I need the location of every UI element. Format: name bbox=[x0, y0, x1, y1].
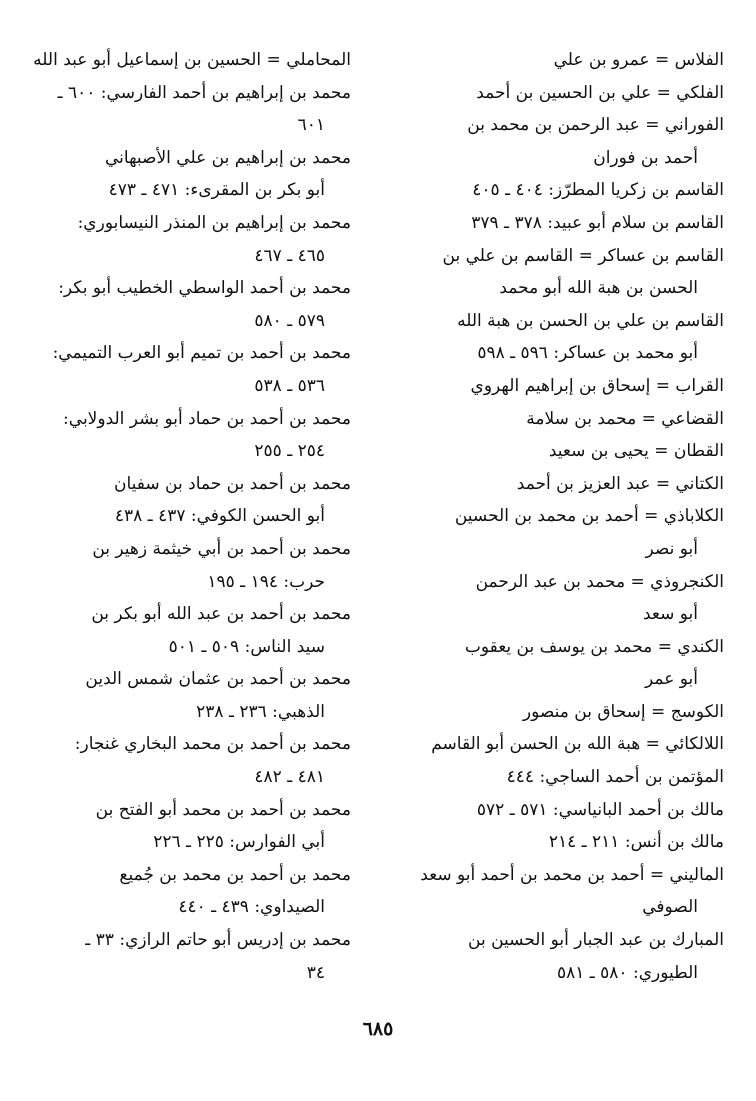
index-entry-continuation: ٢٥٤ ـ ٢٥٥ bbox=[254, 441, 325, 462]
index-entry bbox=[384, 435, 724, 468]
index-entry-continuation: الذهبي: ٢٣٦ ـ ٢٣٨ bbox=[196, 701, 325, 722]
index-entry-text: محمد بن إبراهيم بن أحمد الفارسي: ٦٠٠ ـ bbox=[57, 82, 351, 103]
index-entry-text: الفلكي = علي بن الحسين بن أحمد bbox=[476, 82, 724, 103]
index-entry bbox=[384, 207, 724, 240]
index-entry-text: الكوسج = إسحاق بن منصور bbox=[522, 701, 724, 722]
index-entry-text: محمد بن أحمد بن حماد بن سفيان bbox=[114, 473, 351, 494]
index-entry bbox=[384, 77, 724, 110]
index-column-right bbox=[384, 44, 724, 989]
index-entry-continuation: أبي الفوارس: ٢٢٥ ـ ٢٢٦ bbox=[153, 832, 325, 853]
index-entry bbox=[384, 696, 724, 729]
index-column-left bbox=[11, 44, 351, 989]
index-entry bbox=[384, 826, 724, 859]
index-entry-text: القاسم بن زكريا المطرّز: ٤٠٤ ـ ٤٠٥ bbox=[472, 180, 724, 201]
index-entry-continuation: ٤٨١ ـ ٤٨٢ bbox=[254, 767, 325, 788]
index-entry bbox=[384, 500, 724, 565]
index-entry-continuation: الحسن بن هبة الله أبو محمد bbox=[499, 278, 698, 299]
index-entry bbox=[384, 924, 724, 989]
index-entry bbox=[11, 44, 351, 77]
index-entry bbox=[384, 240, 724, 305]
index-entry bbox=[11, 794, 351, 859]
index-entry bbox=[11, 207, 351, 272]
index-entry bbox=[384, 468, 724, 501]
index-entry-continuation: ٦٠١ bbox=[297, 115, 325, 136]
index-entry-continuation: الطيوري: ٥٨٠ ـ ٥٨١ bbox=[556, 962, 698, 983]
index-entry bbox=[11, 468, 351, 533]
index-entry bbox=[384, 859, 724, 924]
index-entry bbox=[11, 337, 351, 402]
index-entry-text: محمد بن أحمد بن تميم أبو العرب التميمي: bbox=[52, 343, 351, 364]
index-entry-text: القطان = يحيى بن سعيد bbox=[548, 441, 724, 462]
index-entry-text: الكتاني = عبد العزيز بن أحمد bbox=[516, 473, 724, 494]
index-entry-continuation: ٤٦٥ ـ ٤٦٧ bbox=[254, 245, 325, 266]
index-entry-continuation: أبو بكر بن المقرىء: ٤٧١ ـ ٤٧٣ bbox=[108, 180, 325, 201]
index-entry bbox=[384, 728, 724, 761]
index-entry-text: محمد بن أحمد بن عثمان شمس الدين bbox=[85, 669, 351, 690]
index-entry-text: محمد بن أحمد بن محمد أبو الفتح بن bbox=[95, 799, 351, 820]
index-entry-text: محمد بن أحمد بن أبي خيثمة زهير بن bbox=[92, 538, 351, 559]
index-entry-continuation: أبو سعد bbox=[642, 604, 698, 625]
index-entry-text: المؤتمن بن أحمد الساجي: ٤٤٤ bbox=[506, 767, 724, 788]
index-entry-continuation: ٥٣٦ ـ ٥٣٨ bbox=[254, 375, 325, 396]
index-entry-continuation: الصوفي bbox=[642, 897, 698, 918]
index-entry-text: القضاعي = محمد بن سلامة bbox=[526, 408, 724, 429]
index-entry-text: القراب = إسحاق بن إبراهيم الهروي bbox=[470, 375, 724, 396]
index-entry-continuation: سيد الناس: ٥٠٩ ـ ٥٠١ bbox=[168, 636, 325, 657]
index-entry-text: القاسم بن علي بن الحسن بن هبة الله bbox=[457, 310, 724, 331]
index-entry-continuation: أحمد بن فوران bbox=[593, 147, 698, 168]
index-entry bbox=[384, 370, 724, 403]
index-entry-text: مالك بن أحمد البانياسي: ٥٧١ ـ ٥٧٢ bbox=[476, 799, 724, 820]
index-entry-text: محمد بن إبراهيم بن علي الأصبهاني bbox=[104, 147, 351, 168]
index-entry-continuation: أبو عمر bbox=[645, 669, 698, 690]
index-entry bbox=[11, 533, 351, 598]
index-entry-text: القاسم بن سلام أبو عبيد: ٣٧٨ ـ ٣٧٩ bbox=[471, 212, 724, 233]
index-entry-text: القاسم بن عساكر = القاسم بن علي بن bbox=[442, 245, 724, 266]
index-entry bbox=[11, 598, 351, 663]
index-entry bbox=[11, 728, 351, 793]
index-entry-text: الفلاس = عمرو بن علي bbox=[553, 50, 724, 70]
index-entry-text: الكنجروذي = محمد بن عبد الرحمن bbox=[475, 571, 724, 592]
page-number: ٦٨٥ bbox=[362, 1018, 394, 1040]
index-entry bbox=[384, 566, 724, 631]
index-entry bbox=[11, 272, 351, 337]
index-entry-text: اللالكائي = هبة الله بن الحسن أبو القاسم bbox=[431, 734, 724, 755]
index-entry-text: الفوراني = عبد الرحمن بن محمد بن bbox=[467, 115, 724, 136]
index-entry-continuation: أبو نصر bbox=[645, 538, 698, 559]
index-entry-text: الكندي = محمد بن يوسف بن يعقوب bbox=[464, 636, 724, 657]
index-entry bbox=[384, 109, 724, 174]
index-entry-continuation: حرب: ١٩٤ ـ ١٩٥ bbox=[207, 571, 325, 592]
index-entry bbox=[384, 761, 724, 794]
index-entry-text: محمد بن أحمد بن محمد البخاري غنجار: bbox=[74, 734, 351, 755]
index-entry-text: محمد بن أحمد بن محمد بن جُميع bbox=[119, 864, 351, 885]
index-entry bbox=[384, 631, 724, 696]
index-entry bbox=[11, 403, 351, 468]
index-entry-continuation: ٣٤ bbox=[306, 962, 325, 983]
index-entry-text: الكلاباذي = أحمد بن محمد بن الحسين bbox=[454, 506, 724, 527]
index-entry-text: مالك بن أنس: ٢١١ ـ ٢١٤ bbox=[548, 832, 724, 853]
index-entry bbox=[11, 663, 351, 728]
index-entry-text: محمد بن أحمد بن عبد الله أبو بكر بن bbox=[91, 604, 351, 625]
index-entry bbox=[384, 174, 724, 207]
index-entry bbox=[11, 859, 351, 924]
index-entry bbox=[11, 77, 351, 142]
index-entry bbox=[11, 924, 351, 989]
index-entry-text: المحاملي = الحسين بن إسماعيل أبو عبد الله bbox=[33, 50, 351, 70]
index-entry-continuation: الصيداوي: ٤٣٩ ـ ٤٤٠ bbox=[178, 897, 325, 918]
index-entry bbox=[384, 305, 724, 370]
index-entry bbox=[11, 142, 351, 207]
index-entry bbox=[384, 403, 724, 436]
index-entry-text: محمد بن أحمد بن حماد أبو بشر الدولابي: bbox=[63, 408, 351, 429]
index-entry-text: المبارك بن عبد الجبار أبو الحسين بن bbox=[468, 930, 724, 951]
index-entry-text: محمد بن أحمد الواسطي الخطيب أبو بكر: bbox=[58, 278, 351, 299]
index-entry-continuation: ٥٧٩ ـ ٥٨٠ bbox=[254, 310, 325, 331]
index-entry-text: الماليني = أحمد بن محمد بن أحمد أبو سعد bbox=[420, 864, 724, 885]
index-entry-text: محمد بن إبراهيم بن المنذر النيسابوري: bbox=[77, 212, 351, 233]
index-entry bbox=[384, 794, 724, 827]
index-entry-continuation: أبو محمد بن عساكر: ٥٩٦ ـ ٥٩٨ bbox=[477, 343, 698, 364]
index-entry-continuation: أبو الحسن الكوفي: ٤٣٧ ـ ٤٣٨ bbox=[114, 506, 325, 527]
index-entry bbox=[384, 44, 724, 77]
index-entry-text: محمد بن إدريس أبو حاتم الرازي: ٣٣ ـ bbox=[85, 930, 351, 951]
